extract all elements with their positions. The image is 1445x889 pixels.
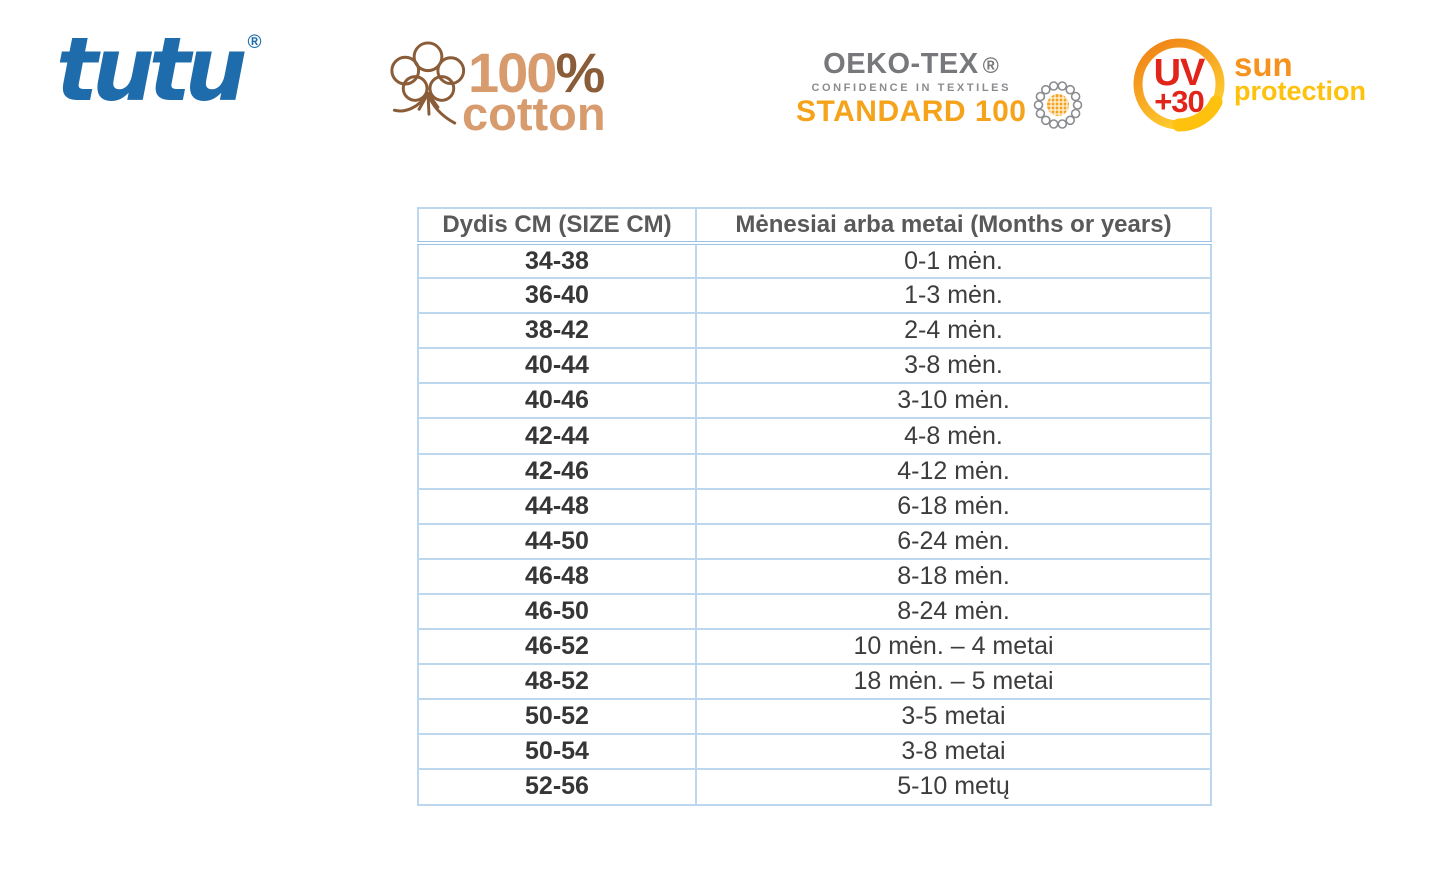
age-cell: 6-18 mėn.	[696, 489, 1211, 524]
cotton-percent-sign: %	[555, 41, 604, 104]
age-cell: 4-12 mėn.	[696, 454, 1211, 489]
age-cell: 8-24 mėn.	[696, 594, 1211, 629]
size-cell: 50-54	[418, 734, 696, 769]
size-cell: 46-48	[418, 559, 696, 594]
size-cell: 48-52	[418, 664, 696, 699]
oeko-tex-brand-text	[796, 50, 1027, 79]
size-cell: 52-56	[418, 769, 696, 804]
size-cell: 36-40	[418, 278, 696, 313]
cotton-logo-text	[462, 41, 606, 141]
sun-protection-text	[1234, 46, 1366, 107]
size-cell: 34-38	[418, 243, 696, 278]
age-cell: 10 mėn. – 4 metai	[696, 629, 1211, 664]
table-row	[418, 383, 1211, 418]
age-cell: 3-10 mėn.	[696, 383, 1211, 418]
age-cell: 3-5 metai	[696, 699, 1211, 734]
oeko-tex-name: OEKO-TEX	[823, 48, 979, 80]
age-cell: 18 mėn. – 5 metai	[696, 664, 1211, 699]
protection-word: protection	[1234, 76, 1366, 107]
logo-band	[0, 0, 1445, 170]
oeko-tex-text	[796, 50, 1027, 129]
uv-factor-text: +30	[1154, 83, 1204, 119]
size-column-header: Dydis CM (SIZE CM)	[418, 208, 696, 243]
size-cell: 46-52	[418, 629, 696, 664]
tutu-logo-text: tutu	[56, 18, 242, 121]
tutu-brand-logo	[56, 18, 262, 121]
sun-word: sun	[1234, 46, 1293, 83]
table-row	[418, 734, 1211, 769]
table-row	[418, 769, 1211, 804]
table-row	[418, 313, 1211, 348]
cotton-logo	[388, 38, 606, 141]
age-cell: 0-1 mėn.	[696, 243, 1211, 278]
cotton-word-text: cotton	[462, 87, 606, 141]
uv-protection-logo	[1128, 34, 1366, 136]
size-cell: 42-46	[418, 454, 696, 489]
age-cell: 4-8 mėn.	[696, 418, 1211, 453]
table-row	[418, 664, 1211, 699]
oeko-tex-logo	[796, 50, 1084, 129]
table-row	[418, 348, 1211, 383]
age-cell: 1-3 mėn.	[696, 278, 1211, 313]
age-cell: 8-18 mėn.	[696, 559, 1211, 594]
age-cell: 3-8 mėn.	[696, 348, 1211, 383]
table-row	[418, 489, 1211, 524]
table-header-row	[418, 208, 1211, 243]
size-cell: 40-46	[418, 383, 696, 418]
size-table	[417, 207, 1212, 806]
registered-trademark-icon: ®	[247, 32, 262, 53]
age-cell: 2-4 mėn.	[696, 313, 1211, 348]
registered-trademark-icon: ®	[982, 53, 1000, 78]
size-cell: 50-52	[418, 699, 696, 734]
table-row	[418, 594, 1211, 629]
oeko-tex-globe-emblem-icon	[1032, 79, 1084, 131]
table-row	[418, 418, 1211, 453]
uv-text: UV	[1153, 51, 1205, 94]
age-column-header: Mėnesiai arba metai (Months or years)	[696, 208, 1211, 243]
age-cell: 6-24 mėn.	[696, 524, 1211, 559]
table-row	[418, 454, 1211, 489]
uv-badge-text	[1128, 34, 1230, 136]
table-row	[418, 629, 1211, 664]
size-cell: 38-42	[418, 313, 696, 348]
size-cell: 46-50	[418, 594, 696, 629]
age-cell: 5-10 metų	[696, 769, 1211, 804]
table-row	[418, 243, 1211, 278]
table-row	[418, 559, 1211, 594]
size-table-body	[418, 243, 1211, 805]
uv-badge	[1128, 34, 1230, 136]
size-cell: 40-44	[418, 348, 696, 383]
cotton-flower-icon	[388, 38, 468, 132]
table-row	[418, 699, 1211, 734]
size-cell: 44-50	[418, 524, 696, 559]
oeko-tex-tagline: CONFIDENCE IN TEXTILES	[811, 82, 1012, 94]
size-cell: 42-44	[418, 418, 696, 453]
oeko-tex-standard-text: STANDARD 100	[796, 95, 1027, 128]
size-cell: 44-48	[418, 489, 696, 524]
table-row	[418, 524, 1211, 559]
cotton-number: 100	[468, 41, 556, 104]
age-cell: 3-8 metai	[696, 734, 1211, 769]
table-row	[418, 278, 1211, 313]
